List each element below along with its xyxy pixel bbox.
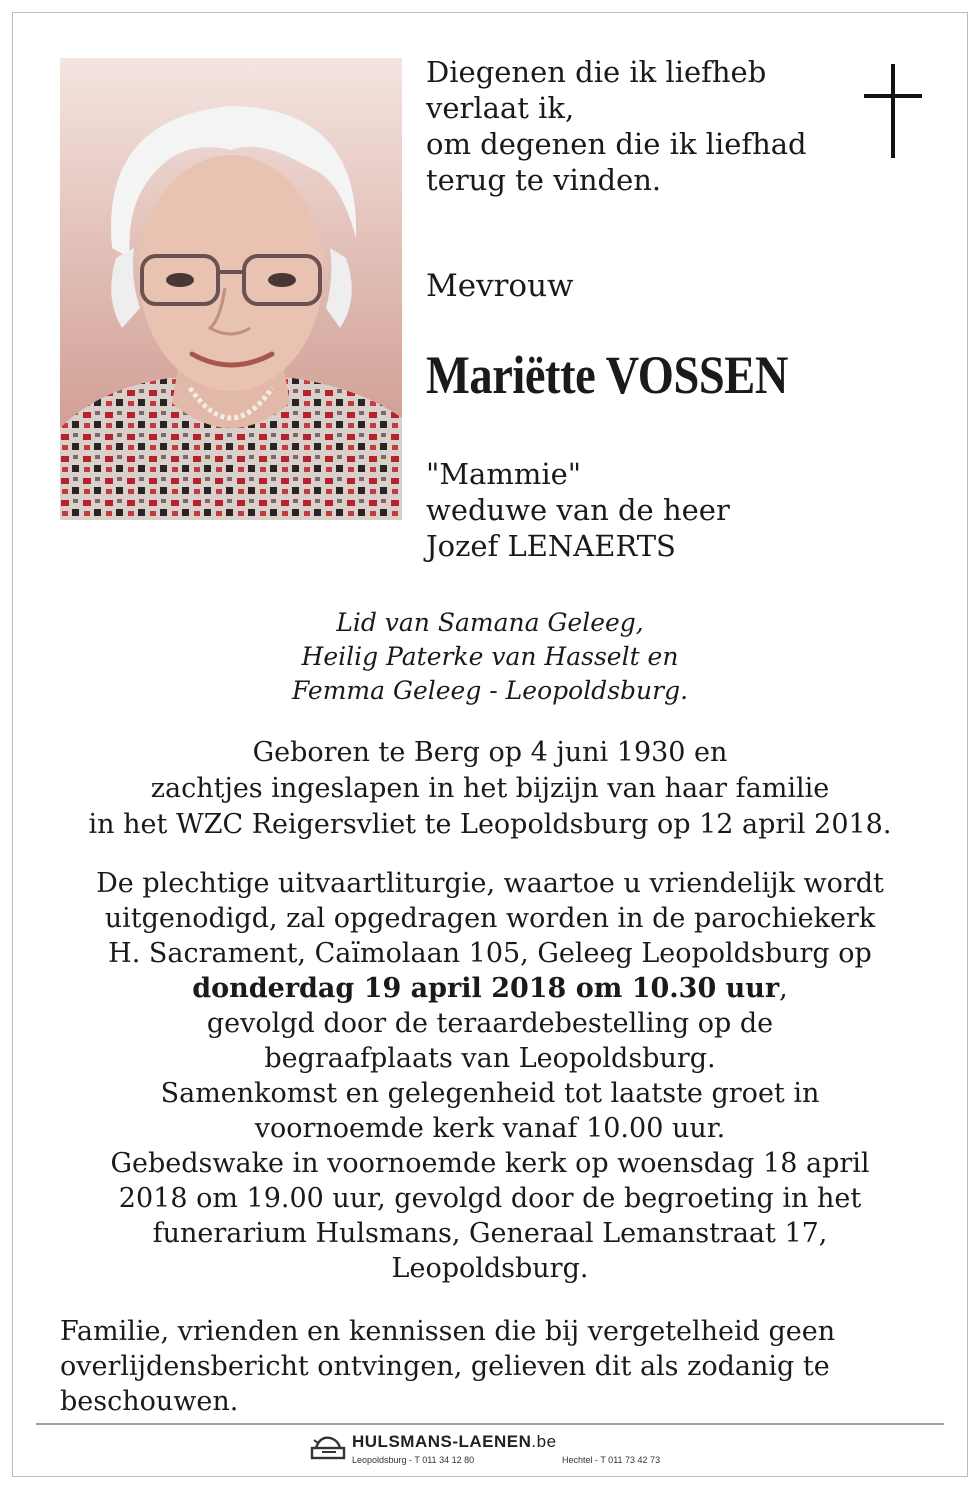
poem-line: terug te vinden.: [426, 163, 662, 197]
birth-death-details: [0, 735, 980, 843]
honorific: Mevrouw: [426, 268, 574, 304]
location-hechtel: Hechtel - T 011 73 42 73: [562, 1455, 661, 1465]
birth-line: Geboren te Berg op 4 juni 1930 en: [252, 737, 728, 768]
portrait-illustration: [60, 58, 402, 520]
membership-line: Lid van Samana Geleeg,: [336, 608, 644, 637]
nickname: "Mammie": [426, 457, 582, 491]
note-line: overlijdensbericht ontvingen, gelieven dit als zodanig te: [60, 1351, 830, 1382]
funeral-line: begraafplaats van Leopoldsburg.: [264, 1043, 716, 1074]
poem-line: Diegenen die ik liefheb: [426, 55, 767, 89]
funeral-line: H. Sacrament, Caïmolaan 105, Geleeg Leopoldsburg op: [108, 938, 872, 969]
poem: [426, 54, 846, 198]
cross-icon: [864, 64, 922, 158]
memberships: [0, 606, 980, 708]
funeral-date: donderdag 19 april 2018 om 10.30 uur: [192, 973, 780, 1004]
poem-line: verlaat ik,: [426, 91, 575, 125]
funeral-line: Gebedswake in voornoemde kerk op woensdag 18 april: [110, 1148, 870, 1179]
death-line: zachtjes ingeslapen in het bijzijn van haar familie: [150, 773, 830, 804]
footer-divider: [36, 1423, 944, 1425]
portrait-photo: [60, 58, 402, 520]
funeral-line: uitgenodigd, zal opgedragen worden in de parochiekerk: [104, 903, 876, 934]
widow-of-label: weduwe van de heer: [426, 493, 730, 527]
location-leopoldsburg: Leopoldsburg - T 011 34 12 80: [352, 1455, 475, 1465]
deceased-name: Mariëtte VOSSEN: [426, 345, 788, 405]
funeral-home-name: [352, 1432, 557, 1452]
funeral-date-line: [0, 971, 980, 1006]
funeral-date-suffix: ,: [779, 973, 788, 1004]
funeral-line: funerarium Hulsmans, Generaal Lemanstraat 17,: [152, 1218, 828, 1249]
brand-name: HULSMANS-LAENEN: [352, 1432, 532, 1451]
membership-line: Femma Geleeg - Leopoldsburg.: [291, 676, 689, 705]
funeral-line: De plechtige uitvaartliturgie, waartoe u vriendelijk wordt: [96, 868, 884, 899]
note-line: Familie, vrienden en kennissen die bij vergetelheid geen: [60, 1316, 836, 1347]
funeral-home-logo-icon: [310, 1434, 348, 1460]
membership-line: Heilig Paterke van Hasselt en: [301, 642, 679, 671]
funeral-line: gevolgd door de teraardebestelling op de: [206, 1008, 774, 1039]
funeral-line: voornoemde kerk vanaf 10.00 uur.: [254, 1113, 726, 1144]
brand-tld: .be: [531, 1432, 557, 1451]
poem-line: om degenen die ik liefhad: [426, 127, 807, 161]
funeral-line: 2018 om 19.00 uur, gevolgd door de begroeting in het: [118, 1183, 862, 1214]
spouse-name: Jozef LENAERTS: [426, 529, 676, 563]
funeral-details: [0, 866, 980, 1286]
closing-note: [60, 1314, 940, 1419]
note-line: beschouwen.: [60, 1386, 239, 1417]
funeral-home-footer: [310, 1432, 690, 1472]
funeral-line: Samenkomst en gelegenheid tot laatste groet in: [160, 1078, 820, 1109]
funeral-line: Leopoldsburg.: [391, 1253, 589, 1284]
death-place-line: in het WZC Reigersvliet te Leopoldsburg op 12 april 2018.: [88, 809, 892, 840]
alias-block: [426, 456, 926, 564]
